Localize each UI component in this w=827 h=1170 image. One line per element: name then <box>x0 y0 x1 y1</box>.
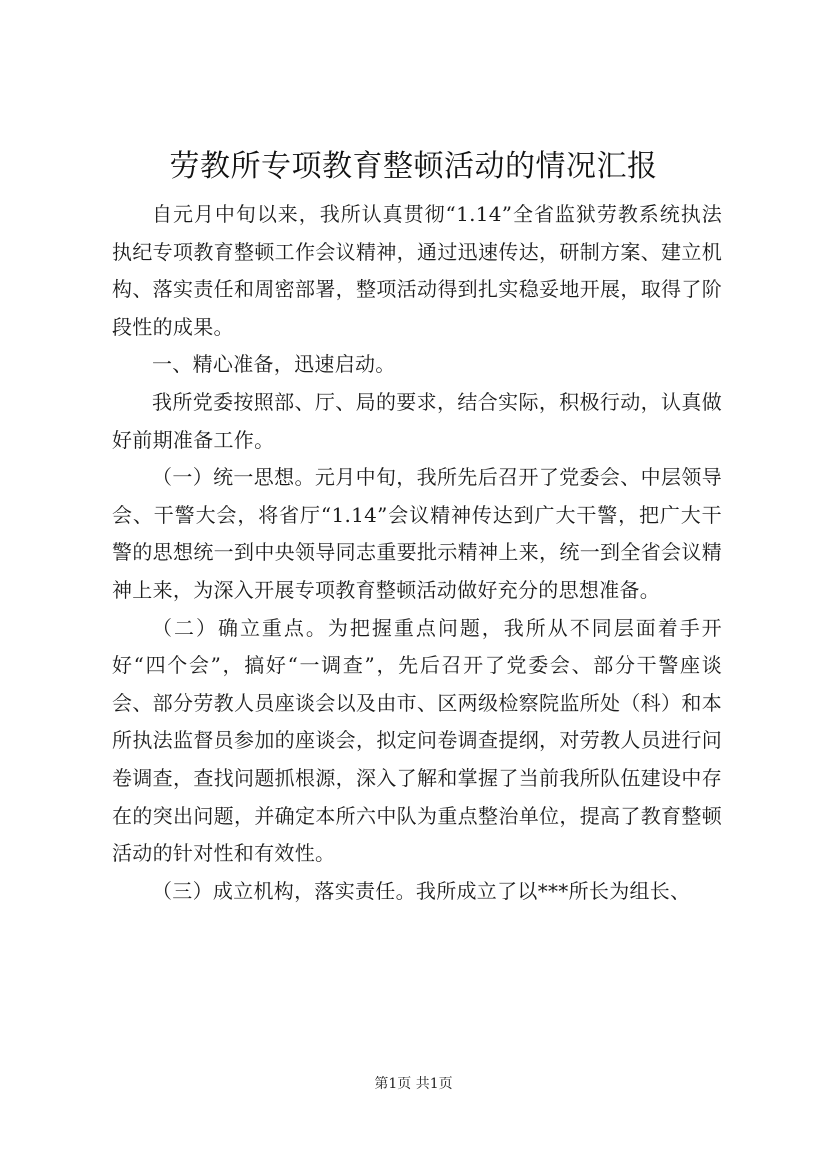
page-footer: 第1页 共1页 <box>374 1076 453 1092</box>
section-heading-preparation: 一、精心准备，迅速启动。 <box>152 352 396 377</box>
paragraph-preparation: 我所党委按照部、厅、局的要求，结合实际，积极行动，认真做好前期准备工作。 <box>112 389 722 452</box>
document-title: 劳教所专项教育整顿活动的情况汇报 <box>169 149 658 184</box>
paragraph-key-points: （二）确立重点。为把握重点问题，我所从不同层面着手开好“四个会”，搞好“一调查”，先后召开了党委会、部分干警座谈会、部分劳教人员座谈会以及由市、区两级检察院监所处（科）和本所执法监督员参加的座谈会，拟定问卷调查提纲，对劳教人员进行问卷调查，查找问题抓根源，深入了解和掌握了当前我所队伍建设中存在的突出问题，并确定本所六中队为重点整治单位，提高了教育整顿活动的针对性和有效性。 <box>112 615 722 866</box>
paragraph-unify-thinking: （一）统一思想。元月中旬，我所先后召开了党委会、中层领导会、干警大会，将省厅“1.14”会议精神传达到广大干警，把广大干警的思想统一到中央领导同志重要批示精神上来，统一到全省会议精神上来，为深入开展专项教育整顿活动做好充分的思想准备。 <box>112 465 722 602</box>
paragraph-intro: 自元月中旬以来，我所认真贯彻“1.14”全省监狱劳教系统执法执纪专项教育整顿工作会议精神，通过迅速传达，研制方案、建立机构、落实责任和周密部署，整项活动得到扎实稳妥地开展，取得了阶段性的成果。 <box>112 202 722 339</box>
document-body <box>112 196 722 910</box>
paragraph-organization: （三）成立机构，落实责任。我所成立了以***所长为组长、 <box>152 878 691 903</box>
